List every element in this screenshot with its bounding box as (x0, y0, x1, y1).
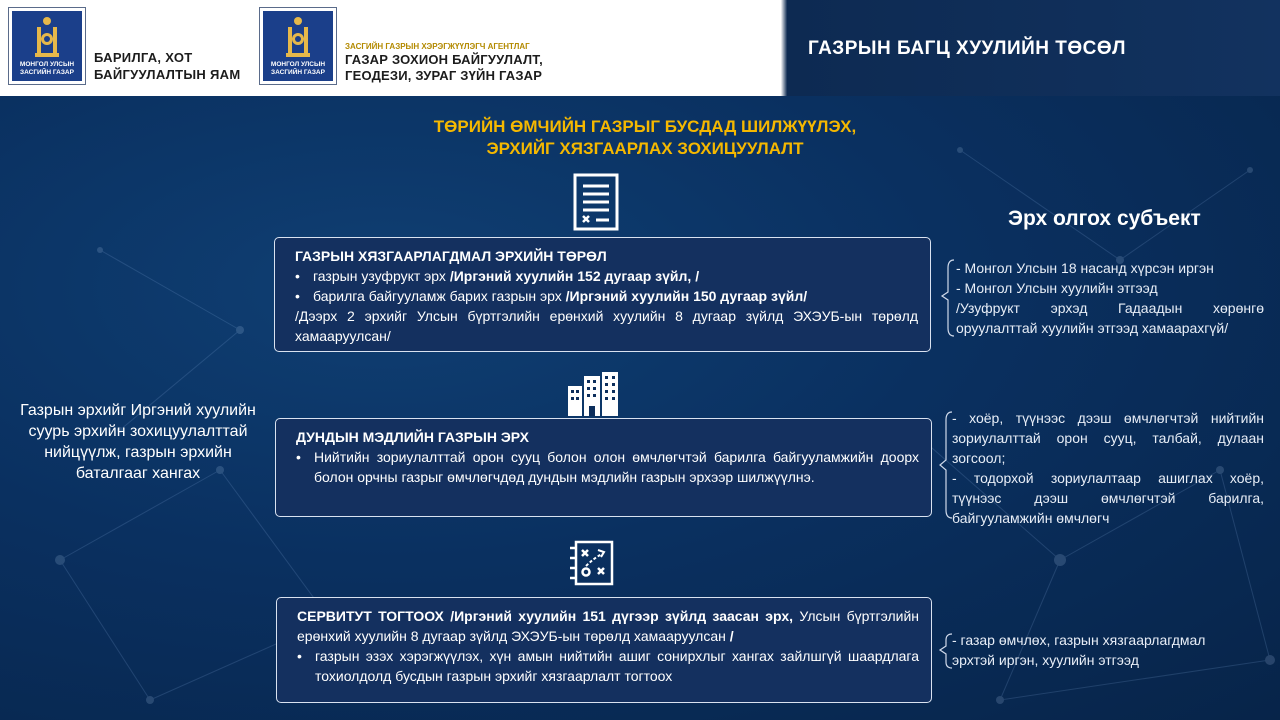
limited-rights-title: ГАЗРЫН ХЯЗГААРЛАГДМАЛ ЭРХИЙН ТӨРӨЛ (295, 248, 607, 264)
subject-group-3 (952, 630, 1252, 670)
subject-line: /Узуфрукт эрхэд Гадаадын хөрөнгө оруулалттай хуулийн этгээд хамаарахгүй/ (956, 300, 1264, 336)
subject-line: - тодорхой зориулалтаар ашиглах хоёр, түүнээс дээш өмчлөгчтэй барилга, байгууламжийн өмчлөгч (952, 470, 1264, 526)
common-property-title: ДУНДЫН МЭДЛИЙН ГАЗРЫН ЭРХ (296, 429, 529, 445)
list-item: • газрын эзэх хэрэгжүүлэх, хүн амын нийтийн ашиг сонирхлыг хангах зайлшгүй шаардлага тохиолдолд бусдын газрын эрхийг хязгаарлалт тогтоох (297, 646, 919, 686)
servitude-box (276, 597, 932, 703)
subject-line: - газар өмчлөх, газрын хязгаарлагдмал эрхтэй иргэн, хуулийн этгээд (952, 632, 1206, 668)
government-logo (8, 7, 86, 85)
subject-line: - Монгол Улсын 18 насанд хүрсэн иргэн (956, 260, 1214, 276)
list-item: • барилга байгууламж барих газрын эрх /Иргэний хуулийн 150 дугаар зүйл/ (295, 286, 918, 306)
subject-title: Эрх олгох субъект (1008, 207, 1201, 230)
limited-rights-note: /Дээрх 2 эрхийг Улсын бүртгэлийн ерөнхий хуулийн 8 дугаар зүйлд ЭХЭУБ-ын төрөлд хамааруулсан/ (295, 308, 918, 344)
common-property-box (275, 418, 932, 517)
section-heading (360, 116, 930, 160)
list-item: • Нийтийн зориулалттай орон сууц болон олон өмчлөгчтэй барилга байгууламжийн доорх болон орчны газрыг өмчлөгчдөд дундын мэдлийн газрын эрхээр шилжүүлнэ. (296, 447, 919, 487)
subject-line: - Монгол Улсын хуулийн этгээд (956, 280, 1158, 296)
agency-logo (259, 7, 337, 85)
agency-subtitle: ЗАСГИЙН ГАЗРЫН ХЭРЭГЖҮҮЛЭГЧ АГЕНТЛАГ (345, 42, 530, 51)
strategy-board-icon (568, 536, 616, 586)
buildings-icon (566, 370, 620, 416)
state-emblem-icon (282, 15, 314, 59)
page-title: ГАЗРЫН БАГЦ ХУУЛИЙН ТӨСӨЛ (808, 38, 1127, 59)
bracket-connector (940, 258, 956, 338)
servitude-title: СЕРВИТУТ ТОГТООХ /Иргэний хуулийн 151 дүгээр зүйлд заасан эрх, Улсын бүртгэлийн ерөнхий хуулийн 8 дугаар зүйлд ЭХЭУБ-ын төрөлд хамааруулсан / (297, 608, 919, 644)
subject-group-1 (956, 258, 1264, 338)
logo-caption: МОНГОЛ УЛСЫН ЗАСГИЙН ГАЗАР (270, 61, 326, 76)
document-icon (572, 172, 620, 232)
subject-line: - хоёр, түүнээс дээш өмчлөгчтэй нийтийн зориулалттай орон сууц, талбай, дулаан зогсоол; (952, 410, 1264, 466)
agency-name: ГАЗАР ЗОХИОН БАЙГУУЛАЛТ, ГЕОДЕЗИ, ЗУРАГ ЗҮЙН ГАЗАР (345, 52, 543, 83)
subject-group-2 (952, 408, 1264, 528)
heading-line-2: ЭРХИЙГ ХЯЗГААРЛАХ ЗОХИЦУУЛАЛТ (486, 139, 804, 158)
left-summary-text: Газрын эрхийг Иргэний хуулийн суурь эрхийн зохицуулалттай нийцүүлж, газрын эрхийн баталгааг хангах (20, 402, 256, 482)
logo-caption: МОНГОЛ УЛСЫН ЗАСГИЙН ГАЗАР (19, 61, 75, 76)
state-emblem-icon (31, 15, 63, 59)
list-item: • газрын узуфрукт эрх /Иргэний хуулийн 152 дугаар зүйл, / (295, 266, 918, 286)
heading-line-1: ТӨРИЙН ӨМЧИЙН ГАЗРЫГ БУСДАД ШИЛЖҮҮЛЭХ, (433, 117, 857, 136)
limited-rights-box (274, 237, 931, 352)
ministry-name: БАРИЛГА, ХОТ БАЙГУУЛАЛТЫН ЯАМ (94, 50, 241, 82)
